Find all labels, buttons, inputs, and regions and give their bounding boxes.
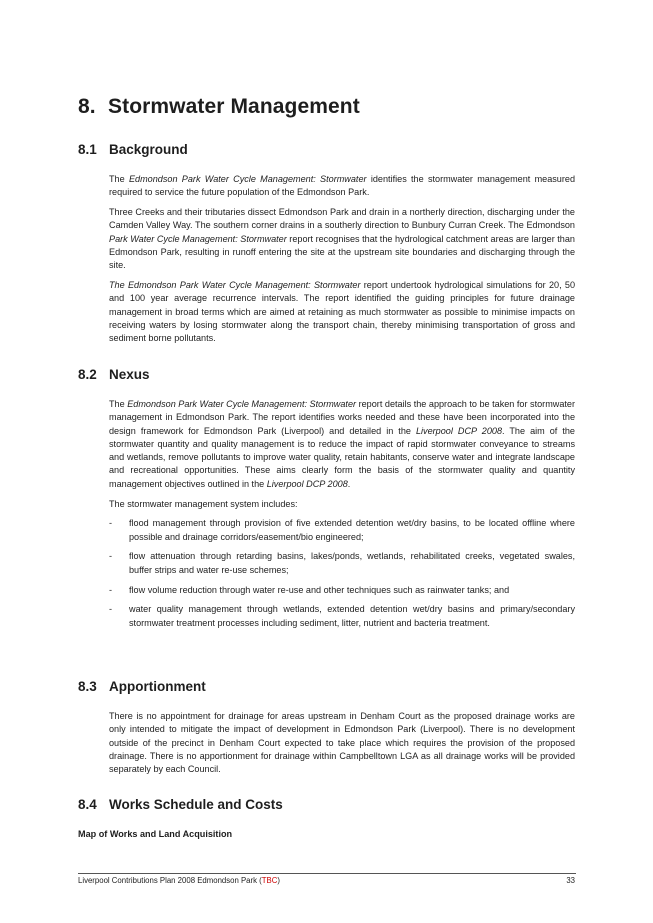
paragraph: The Edmondson Park Water Cycle Management: Stormwater report details the approach to be taken for stormwater management in Edmondson Park. The report identifies works needed and these have been incorporated into the design framework for Edmondson Park (Liverpool) and detailed in the Liverpool DCP 2008. The aim of the stormwater quantity and quality management is to reduce the impact of rapid stormwater conveyance to streams and wetlands, remove pollutants to improve water quality, retain habitants, conserve water and integrate landscape and recreational opportunities. These aims clearly form the basis of the stormwater quality and quantity management objectives outlined in the Liverpool DCP 2008. xyxy=(109,399,576,489)
tbc-marker: TBC xyxy=(261,876,278,885)
footer-document-title: Liverpool Contributions Plan 2008 Edmondson Park (TBC) xyxy=(78,876,280,885)
paragraph: Three Creeks and their tributaries dissect Edmondson Park and drain in a northerly direction, discharging under the Camden Valley Way. The southern corner drains in a southerly direction to Bunbury Curran Creek. The Edmondson Park Water Cycle Management: Stormwater report recognises that the hydrological catchment areas are larger than Edmondson Park, resulting in runoff entering the site at the upstream site boundaries and discharging through the site. xyxy=(109,207,575,271)
paragraph: There is no appointment for drainage for areas upstream in Denham Court as the proposed drainage works are only intended to mitigate the impact of development in Edmondson Park (Liverpool). There is no development outside of the precinct in Denham Court expected to take place which requires the provision of the proposed drainage. There is no apportionment for drainage within Campbelltown LGA as all drainage works will be provided separately by each Council. xyxy=(109,711,575,775)
subsection-heading-8-3 xyxy=(78,679,206,694)
list-item: - flood management through provision of five extended detention wet/dry basins, to be located offline where possible and drainage corridors/easement/bio engineered; xyxy=(109,518,575,542)
map-of-works-subheading: Map of Works and Land Acquisition xyxy=(78,829,233,839)
subsection-title: Nexus xyxy=(109,367,150,382)
page-number: 33 xyxy=(566,876,575,885)
section-title: Stormwater Management xyxy=(108,95,360,118)
dash-bullet-icon: - xyxy=(109,551,113,562)
dash-bullet-icon: - xyxy=(109,518,113,529)
apportionment-body xyxy=(109,710,575,783)
dash-bullet-icon: - xyxy=(109,604,113,615)
footer-rule xyxy=(78,873,576,874)
subsection-heading-8-4 xyxy=(78,797,283,812)
list-item: - water quality management through wetlands, extended detention wet/dry basins and primary/secondary stormwater treatment processes including sediment, litter, nutrient and bacteria treatment. xyxy=(109,604,575,628)
subsection-title: Works Schedule and Costs xyxy=(109,797,283,812)
subsection-number: 8.3 xyxy=(78,679,97,694)
list-item: - flow volume reduction through water re-use and other techniques such as rainwater tanks; and xyxy=(109,584,575,597)
subsection-number: 8.2 xyxy=(78,367,97,382)
bullet-list xyxy=(109,517,575,630)
subsection-heading-8-1 xyxy=(78,142,188,157)
nexus-body xyxy=(109,398,575,636)
subsection-title: Background xyxy=(109,142,188,157)
list-item: - flow attenuation through retarding basins, lakes/ponds, wetlands, rehabilitated creeks, vegetated swales, buffer strips and water re-use schemes; xyxy=(109,551,575,575)
section-number: 8. xyxy=(78,95,96,118)
subsection-title: Apportionment xyxy=(109,679,206,694)
paragraph: The Edmondson Park Water Cycle Management: Stormwater identifies the stormwater management measured required to service the future population of the Edmondson Park. xyxy=(109,174,576,198)
background-body xyxy=(109,173,575,352)
section-heading xyxy=(78,95,360,119)
subsection-number: 8.4 xyxy=(78,797,97,812)
subsection-number: 8.1 xyxy=(78,142,97,157)
paragraph: The Edmondson Park Water Cycle Management: Stormwater report undertook hydrological simulations for 20, 50 and 100 year average recurrence intervals. The report identified the guiding principles for future drainage management in broad terms which are aimed at retaining as much stormwater as possible to minimise impacts on receiving waters by losing stormwater along the transport chain, thereby minimising transportation of gross and sediment borne pollutants. xyxy=(109,280,575,344)
dash-bullet-icon: - xyxy=(109,584,113,595)
paragraph: The stormwater management system includes: xyxy=(109,498,298,509)
subsection-heading-8-2 xyxy=(78,367,150,382)
